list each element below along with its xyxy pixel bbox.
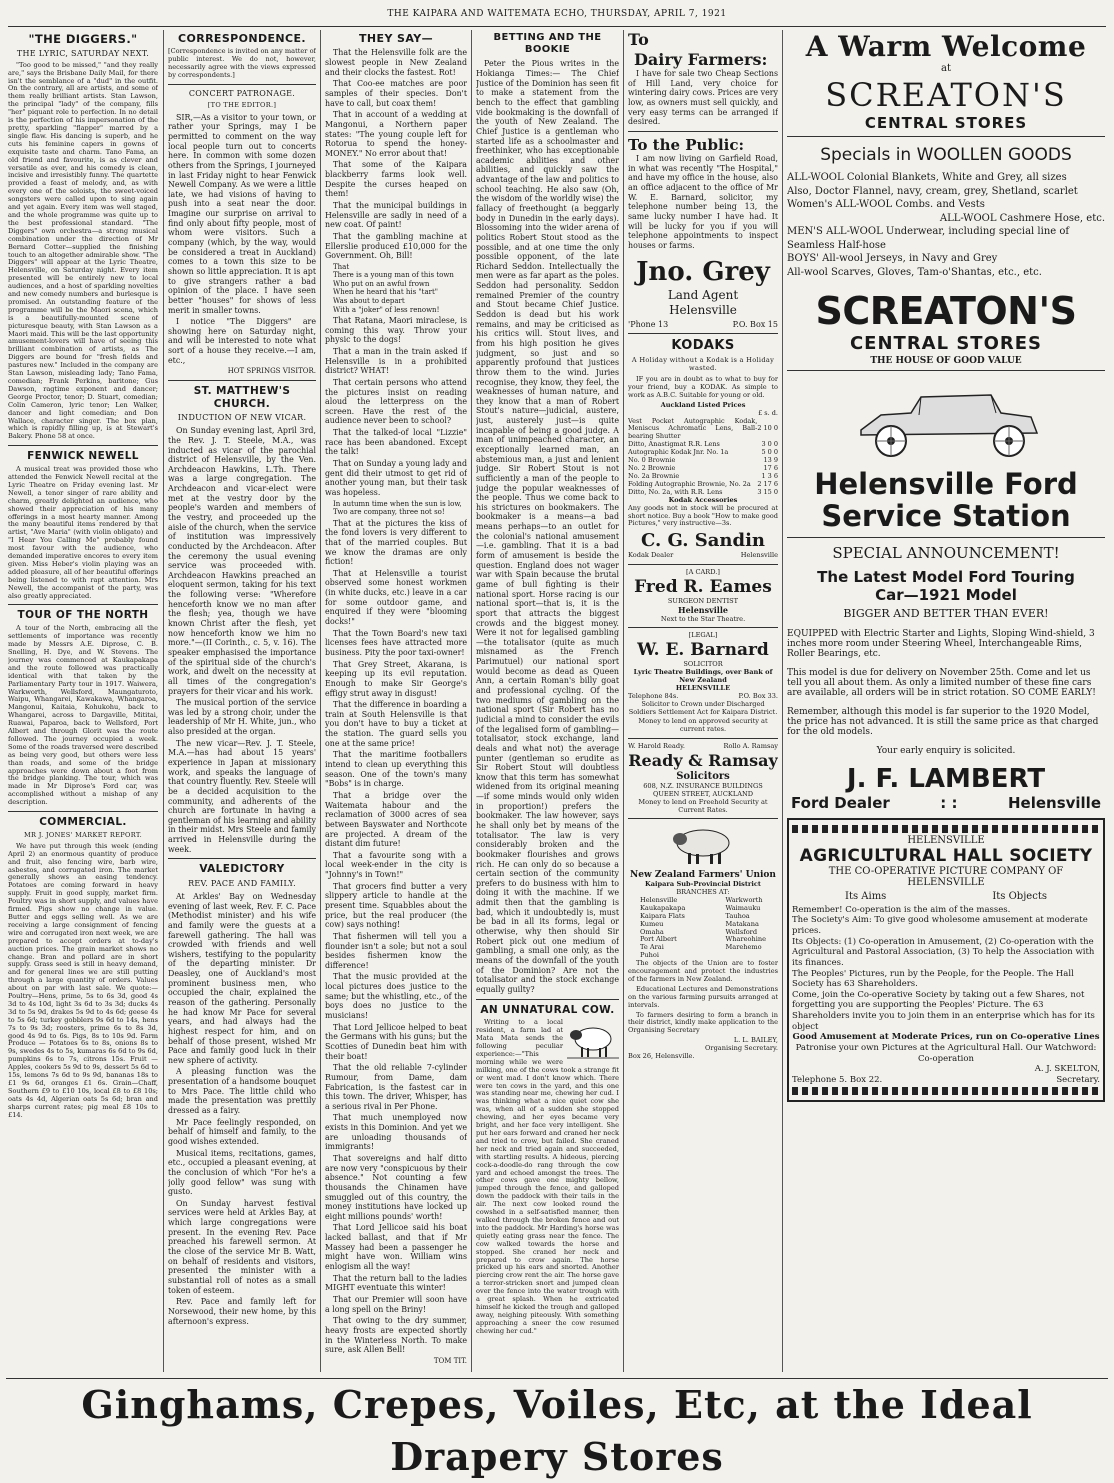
branch-name: Puhoi (640, 951, 660, 960)
divider (628, 564, 778, 565)
barnard-note-1: Solicitor to Crown under Discharged Soldiers Settlement Act for Kaipara District. (628, 699, 778, 716)
branch-name: Waimauku (725, 903, 761, 912)
price-value: 2 17 6 (757, 479, 778, 488)
they-say-item: That grocers find butter a very slippery article to handle at the present time. Squabbles about the price, but the real producer (the cow) says nothing! (325, 881, 467, 930)
latest-model-1: The Latest Model Ford Touring (817, 567, 1075, 586)
they-say-item: That our Premier will soon have a long spell on the Briny! (325, 1294, 467, 1314)
price-item: No. 2 Brownie (628, 464, 676, 473)
lambert-name: J. F. LAMBERT (846, 763, 1046, 794)
they-say-item: That the gambling machine at Ellerslie produced £10,000 for the Government. Oh, Bill! (325, 231, 467, 261)
special-announcement: SPECIAL ANNOUNCEMENT! (832, 543, 1060, 562)
ford-station-title-1: Helensville Ford (814, 467, 1078, 501)
agh-people: The Peoples' Pictures, run by the People, for the People. The Hall Society has 63 Shareholders. (792, 968, 1074, 990)
currency-header: £ s. d. (758, 408, 778, 417)
branch-name: Port Albert (640, 935, 677, 944)
agh-aim: The Society's Aim: To give good wholesome amusement at moderate prices. (792, 915, 1088, 937)
nzfu-body-3: To farmers desiring to form a branch in their district, kindly make application to the Organising Secretary (628, 1010, 778, 1035)
divider (8, 604, 158, 605)
matthew-subtitle: INDUCTION OF NEW VICAR. (177, 413, 307, 423)
divider (8, 811, 158, 812)
commercial-body: We have put through this week (ending April 2) an enormous quantity of produce and fruit, also fencing wire, barb wire, asbestos, and corrugated iron. The market generally shows an easing tendency. Potatoes are coming forward in heavy supply. Fruit in good supply, market firm. Poultry was in short supply, and values have firmed. Pigs show no change in value. Butter and eggs selling well. As we are receiving a large consignment of fencing wire and corrugated iron next week, we are prepared to accept orders at to-day's auction prices. The grain market shows no change. Bran and pollard are in short supply. Grass seed is still in heavy demand, and for general lines we are still putting through a large quantity of orders. Values about on par with last sale. We quote:— Poultry—Hens, prime, 5s to 6s 3d, good 4s 3d to 4s 10d, light 3s 6d to 3s 3d; ducks 4s 3d to 5s 9d, drakes 5s 9d to 4s 6d; geese 4s to 5s 6d; turkey gobblers 9s 6d to 14s, hens 7s to 9s 3d; roosters, prime 6s to 8s 3d, good 4s 9d to 6s. Pigs, 8s to 10s 9d. Farm Produce — Potatoes 6s to 8s, onions 8s to 9s, swedes 4s to 5s, kumaras 6s 6d to 9s 6d, pumpkins 6s to 7s, citrons 15s. Fruit — Apples, cookers 5s 9d to 9s, dessert 5s 6d to 15s, lemons 7s 6d to 9s 9d, bananas 18s to £1 9s 6d, oranges £1 6s. Grain—Chaff, Southern £9 to £10 10s, local £8 to £8 10s; oats 4s 4d, Algerian oats 5s 6d; bran and sharps current rates; pig meal £8 10s to £14. (8, 841, 158, 1119)
enquiry-text: Your early enquiry is solicited. (876, 745, 1016, 756)
agh-body (792, 905, 1100, 1086)
tour-title: TOUR OF THE NORTH (17, 609, 149, 622)
kodak-note: Any goods not in stock will be procured at short notice. Buy a book "How to make good Pictures," very instructive—3s. (628, 503, 778, 528)
cow-text: Writing to a local resident, a farm lad at Mata Mata sends the following peculiar experience:—"This morning while we were milking, one of the cows took a strange fit or went mad. I don't know which. There were ten cows in the yard, and this one was standing near me, chewing her cud. I was thinking what a nice quiet cow she was, when all of a sudden she stopped chewing, and her eyes became very bright, and her face very intelligent. She put her ears forward and craned her neck and tried to crow, but failed. She craned her neck and tried again and succeeded, with startling results. A hideous, piercing cock-a-doodle-do rang through the cow yard and echoed amongst the trees. The other cows gave one mighty bellow, jumped through the fence, and galloped down the paddock with their tails in the air. The next cow looked round the cowshed in a self-satisfied manner, then walked through the broken fence and out into the paddock. Mr Harding's horse was quietly eating grass near the fence. The cow walked towards the horse and stopped. She craned her neck and prepared to crow again. The horse pricked up his ears and snorted. Another piercing crow rent the air. The horse gave a terror-stricken snort and jumped clean over the fence into the water trough with a great splash. When he extricated himself he kicked the trough and galloped away, neighing piteously. With something approaching a sneer the cow resumed chewing her cud." (476, 1018, 619, 1335)
column-5 (628, 30, 778, 1370)
ford-dealer-label: Ford Dealer (791, 793, 890, 812)
branch-name: Kumeu (640, 919, 664, 928)
dairy-body: I have for sale two Cheap Sections of Hill Land, very choice for wintering dairy cows. Prices are very low, as owners must sell quickly, and very easy terms can be arranged if desired. (628, 69, 778, 127)
they-say-item: That the return ball to the ladies MIGHT eventuate this winter! (325, 1273, 467, 1293)
diggers-title: "THE DIGGERS." (28, 32, 138, 46)
kodak-price-list (628, 410, 778, 497)
public-title: To the Public: (628, 135, 745, 154)
agh-good: Good Amusement at Moderate Prices, run on Co-operative Lines (792, 1032, 1100, 1043)
divider (628, 333, 778, 334)
nzfu-subtitle: Kaipara Sub-Provincial District (645, 880, 761, 889)
objects-label: Its Objects (992, 890, 1047, 902)
ford-car-illustration (841, 375, 1051, 465)
eames-town: Helensville (678, 604, 728, 615)
good-value: THE HOUSE OF GOOD VALUE (870, 356, 1022, 366)
ford-station-title-2: Service Station (821, 498, 1071, 533)
card-label: [A CARD.] (686, 568, 720, 577)
they-say-signature: TOM TIT. (433, 1356, 467, 1365)
they-say-title: THEY SAY— (359, 32, 433, 45)
agricultural-hall-box (787, 818, 1105, 1103)
divider (628, 627, 778, 628)
branch-name: Marehemo (725, 943, 762, 952)
barnard-note-2: Money to lend on approved security at current rates. (638, 717, 768, 734)
valedictory-body-4: Musical items, recitations, games, etc., occupied a pleasant evening, at the conclusion of which "For he's a jolly good fellow" was sung with gusto. (168, 1148, 316, 1197)
nzfu-body-1: The objects of the Union are to foster encouragement and protect the industries of the farmers in New Zealand. (628, 959, 778, 983)
nzfu-signature: L. L. BAILEY, (733, 1036, 778, 1045)
matthew-body-3: The new vicar—Rev. J. T. Steele, M.A.—has had about 15 years' experience in Japan at missionary work, and speaks the language of that country fluently. Rev. Steele will be a decided acquisition to the community, and adherents of the church are fortunate in having a gentleman of his learning and ability in their midst. Mrs Steele and family arrived in Helensville during the week. (168, 738, 316, 854)
divider (168, 84, 316, 85)
agh-patronise: Patronise your own Pictures at the Agricultural Hall. Our Watchword: Co-operation (795, 1042, 1097, 1064)
screaton-name-2: SCREATON'S (815, 289, 1077, 333)
central-stores-2: CENTRAL STORES (849, 333, 1043, 354)
divider (787, 370, 1105, 371)
verse-line: Was about to depart (333, 296, 405, 305)
masthead: THE KAIPARA AND WAITEMATA ECHO, THURSDAY, APRIL 7, 1921 (8, 4, 1106, 27)
rr-partner-2: Rollo A. Ramsay (723, 742, 778, 751)
branch-name: Whareohine (725, 935, 766, 944)
kodak-subtitle: A Holiday without a Kodak is a Holiday wasted. (631, 356, 775, 373)
matthew-body-2: The musical portion of the service was led by a strong choir, under the leadership of Mr H. White, jun., who also presided at the organ. (168, 698, 316, 737)
screaton-name: SCREATON'S (825, 76, 1067, 114)
price-value: 3 0 0 (761, 440, 778, 449)
they-say-item: That in account of a wedding at Mangonui, a Northern paper states: "The young couple left for Rotorua to spend the honey-MONEY." No error about that! (325, 110, 467, 158)
border-decoration (792, 825, 1100, 833)
kodak-title: KODAKS (671, 338, 735, 354)
barnard-phone: Telephone 84s. (628, 691, 679, 700)
fenwick-title: FENWICK NEWELL (27, 450, 139, 463)
eames-role: SURGEON DENTIST (667, 596, 739, 605)
they-say-item: That fishermen will tell you a flounder isn't a sole; but not a soul besides fishermen know the difference! (325, 931, 467, 970)
nzfu-signature-role: Organising Secretary. (705, 1044, 778, 1053)
barnard-role: SOLICITOR (683, 660, 723, 669)
central-stores: CENTRAL STORES (864, 114, 1028, 132)
verse-line: That (333, 262, 350, 271)
nzfu-branches-left (640, 897, 685, 960)
kodak-body: IF you are in doubt as to what to buy for your friend, buy a KODAK. As simple to work as A.B.C. Suitable for young or old. (628, 374, 778, 399)
matthew-body: On Sunday evening last, April 3rd, the Rev. J. T. Steele, M.A., was inducted as vicar of the parochial district of Helensville, by the Ven. Archdeacon Hawkins, L.Th. There was a large congregation. The Archdeacon and vicar-elect were met at the vestry door by the people's warden and members of the vestry, and proceeded up the aisle of the church, when the service of institution was impressively conducted by the Archdeacon. After the ceremony the usual evening service was proceeded with. Archdeacon Hawkins preached an eloquent sermon, taking for his text the following verse: "Wherefore henceforth know we no man after the flesh; yea, though we have known Christ after the flesh, yet now henceforth know we him no more."—(II Corinth., c. 5, v. 16). The speaker emphasised the importance of the spiritual side of the church's work, and dwelt on the necessity at all times of the congregation's prayers for their vicar and his work. (168, 426, 316, 696)
kodak-accessories: Kodak Accessories (668, 495, 738, 504)
price-value: 13 9 (763, 456, 778, 465)
price-value: 5 0 0 (761, 448, 778, 457)
agh-signature: A. J. SKELTON, (1034, 1064, 1100, 1075)
branch-name: Te Arai (640, 943, 664, 952)
valedictory-title: VALEDICTORY (199, 863, 285, 876)
sheep-illustration (567, 1021, 619, 1061)
divider (168, 380, 316, 381)
they-say-item: That the music provided at the local pictures does justice to the same; but the whistling, etc., of the boys does no justice to the musicians! (325, 972, 467, 1021)
price-value: 3 15 0 (757, 487, 778, 496)
ram-illustration (628, 823, 778, 867)
branch-name: Helensville (640, 895, 678, 904)
nzfu-title: New Zealand Farmers' Union (630, 870, 776, 881)
they-say-item: That a man in the train asked if Helensville is in a prohibited district? WHAT! (325, 346, 467, 376)
nzfu-branches-label: BRANCHES AT: (676, 887, 730, 896)
agh-objects: Its Objects: (1) Co-operation in Amusement, (2) Co-operation with the Agricultural and Pastoral Association, (3) To help the Association with its finances. (792, 936, 1095, 968)
branch-name: Wellsford (725, 927, 758, 936)
column-rule (782, 30, 783, 1372)
they-say-item: That Coo-ee matches are poor samples of their species. Don't have to call, but coax them! (325, 79, 467, 108)
barnard-address: Lyric Theatre Buildings, over Bank of New Zealand (633, 667, 773, 684)
they-say-item: That certain persons who attend the pictures insist on reading aloud the letterpress on the screen. Have the rest of the audience never been to school? (325, 377, 467, 426)
agh-title: AGRICULTURAL HALL SOCIETY (799, 845, 1093, 866)
they-say-item: That the maritime footballers intend to clean up everything this season. One of the town's many "Bobs" is in charge. (325, 750, 467, 789)
verse-line: Who put on an awful frown (333, 279, 430, 288)
concert-body: SIR,—As a visitor to your town, or rather your Springs, may I be permitted to comment on the way local people turn out to concerts here. In common with some dozen others from the Springs, I journeyed in last Friday night to hear Fenwick Newell Company. As we were a little late, we had visions of having to push into a seat near the door. Imagine our surprise on arrival to find only about fifty people, most of whom were visitors. Such a company (which, by the way, would be considered a treat in Auckland) comes to a town this size to be shown so little appreciation. It is apt to give strangers rather a bad opinion of the place. I have seen better "houses" for shows of less merit in smaller towns. (168, 112, 316, 315)
verse-1 (333, 263, 467, 314)
agh-footer (792, 1075, 1100, 1086)
diggers-body: "Too good to be missed," "and they really are," says the Brisbane Daily Mail, for there isn't the semblance of a "dud" in the outfit. On the contrary, all are artists, and some of them really brilliant artists. Stan Lawson, the principal "lady" of the company, fills "her" piquant role to perfection. In no detail is the perfection of his impersonation of the pretty, sparkling "flapper" marred by a single flaw. His dancing is superb, and he cuts his feminine capers in gowns of exquisite taste and charm. Tano Fama, an old friend and favourite, is as clever and versatile as ever, and his comedy is clean, incisive and irresistibly funny. The quartette provided a feast of melody, and, as with every one of the soloists, the sweet-voiced songsters were called upon to sing again and yet again. Every item was well staged, and the whole programme was quite up to the best professional standard. "The Diggers" own orchestra—a strong musical combination under the direction of Mr Bernard Cotter—supplied the finishing touch to an altogether admirable show. "The Diggers" will appear at the Lyric Theatre, Helensville, on Saturday night. Every item presented will be entirely new to local audiences, and a host of sparkling novelties and new comedy numbers and burlesque is promised. An outstanding feature of the programme will be the Maori scena, which is a beautifully-mounted scene of picturesque beauty, with Stan Lawson as a Maori maid. This will be the last opportunity amusement-lovers will have of seeing this brilliant combination of artists, as The Diggers are bound for "fresh fields and pastures new." Included in the company are Stan Lawson, misleading lady; Tano Fama, comedian; Frank Perkins, baritone; Gus Dawson, ragtime exponent and dancer; George Proctor, tenor; D. Stuart, comedian; Colin Cameron, lyric tenor; Len Walker, dancer and light comedian; and Don Wallace, character singer. The box plan, which is rapidly filling up, is at Stewart's Bakery. Phone 58 at once. (8, 60, 158, 441)
grey-contact (628, 320, 778, 330)
diggers-subtitle: THE LYRIC, SATURDAY NEXT. (16, 49, 150, 59)
divider (168, 858, 316, 859)
woollen-item: BOYS' All-wool Jerseys, in Navy and Grey (787, 253, 998, 264)
nzfu-body-2: Educational Lectures and Demonstrations on the various farming pursuits arranged at intervals. (628, 984, 778, 1009)
commercial-subtitle: MR J. JONES' MARKET REPORT. (24, 830, 142, 839)
they-say-item: That Lord Jellicoe said his boat lacked ballast, and that if Mr Massey had been a passenger he might have won. William wins enlogism all the way! (325, 1223, 467, 1272)
they-say-item: That much unemployed now exists in this Dominion. And yet we are unloading thousands of immigrants! (325, 1113, 467, 1152)
price-row (628, 418, 778, 442)
divider (787, 537, 1105, 538)
ford-dealer-separator: : : (940, 793, 958, 812)
price-item: No. 2a Brownie (628, 471, 680, 480)
they-say-item: That the Town Board's new taxi licenses fees have attracted more business. Pity the poor taxi-owner! (325, 628, 467, 657)
branch-name: Omaha (640, 927, 664, 936)
column-2 (168, 30, 316, 1370)
tour-body: A tour of the North, embracing all the settlements of importance was recently made by Messrs A.E. Diprose, C. B. Snelling, H. Dye, and W. Stevens. The journey was commenced at Kaukapakapa and the route followed was practically identical with that taken by the Parliamentary Party tour in 1917. Waiwera, Warkworth, Wellsford, Maungaturoto, Waipu, Whangarei, Kawakawa, Whangaroa, Mangonui, Kaitaia, Kohukohu, back to Whangarei, across to Dargaville, Mititai, Ruawai, Paparoa, back to Wellsford, Port Albert and through Glorit was the route followed. The journey occupied a week. Some of the roads traversed were described as being very good, but others were less than roads, and some of the bridge approaches were down about a foot from the bridge planking. The tour, which was made in Mr Diprose's Ford car, was accomplished without a mishap of any description. (8, 624, 158, 807)
matthew-title: ST. MATTHEW'S CHURCH. (193, 384, 291, 410)
bigger-better: BIGGER AND BETTER THAN EVER! (843, 606, 1049, 620)
they-say-item: That at Helensville a tourist observed some honest workmen (in white ducks, etc.) leave in a car for some outdoor game, and enquired if they were "blooming docks!" (325, 568, 467, 627)
valedictory-body-5: On Sunday harvest festival services were held at Arkles Bay, at which large congregations were present. In the evening Rev. Pace preached his farewell sermon. At the close of the service Mr B. Watt, on behalf of residents and visitors, presented the minister with a substantial roll of notes as a small token of esteem. (168, 1198, 316, 1295)
verse-line: When he heard that his "tart" (333, 288, 439, 297)
ford-dealer-town: Helensville (1007, 793, 1101, 812)
divider (787, 136, 1105, 137)
remember-text: Remember, although this model is far superior to the 1920 Model, the price has not advanced. It is still the same price as that charged for the old models. (787, 706, 1099, 737)
divider (628, 131, 778, 132)
rr-name: Ready & Ramsay (628, 751, 778, 771)
welcome-at: at (941, 63, 951, 74)
equipped-text: EQUIPPED with Electric Starter and Lights, Sloping Wind-shield, 3 inches more room under Steering Wheel, Interchangeable Rims, Roller Bearings, etc. (787, 628, 1095, 659)
fenwick-body: A musical treat was provided those who attended the Fenwick Newell recital at the Lyric Theatre on Friday evening last. Mr Newell, a tenor singer of rare ability and charm, greatly delighted an audience, who showed their appreciation of his many offerings in a most hearty manner. Among the many beautiful items rendered by that artist, "Ave Maria" (with violin obligato) and "I Hear You Calling Me" probably found most favour with the audience, who demanded imperative encores to every item given. Miss Heber's violin playing was an added pleasure, all of her beautiful offerings being listened to with rapt attention. Mrs Newell, the accompanist of the party, was also greatly appreciated. (8, 465, 158, 600)
agh-town: HELENSVILLE (907, 834, 985, 846)
valedictory-body-3: Mr Pace feelingly responded, on behalf of himself and family, to the good wishes extended. (168, 1117, 316, 1146)
price-item: Autographic Kodak Jnr. No. 1a (628, 448, 729, 457)
correspondence-title: CORRESPONDENCE. (177, 32, 307, 45)
grey-name: Jno. Grey (636, 256, 770, 287)
price-item: No. 0 Brownie (628, 456, 676, 465)
valedictory-body: At Arkles' Bay on Wednesday evening of last week, Rev. F. C. Pace (Methodist minister) and his wife and family were the guests at a farewell gathering. The hall was crowded with friends and well wishers, testifying to the popularity of the departing minister. Dr Deasley, one of Auckland's most prominent business men, who occupied the chair, explained the reason of the gathering. Personally he had know Mr Pace for several years, and had always had the highest respect for him, and on behalf of those present, wished Mr Pace and family good luck in their new sphere of activity. (168, 891, 316, 1065)
column-4 (476, 30, 619, 1370)
branch-name: Kaipara Flats (640, 911, 685, 920)
concert-signature: HOT SPRINGS VISITOR. (227, 367, 316, 376)
woollen-item: ALL-WOOL Cashmere Hose, etc. (939, 212, 1105, 224)
verse-line: In autumn time when the sun is low, (333, 499, 462, 508)
column-1 (8, 30, 158, 1370)
woollen-item: ALL-WOOL Colonial Blankets, White and Grey, all sizes (787, 172, 1067, 183)
valedictory-body-2: A pleasing function was the presentation of a handsome bouquet to Mrs Pace. The little child who made the presentation was prettily dressed as a fairy. (168, 1067, 316, 1116)
they-say-item: That Ratana, Maori miraclese, is coming this way. Throw your physic to the dogs! (325, 316, 467, 345)
branch-name: Warkworth (725, 895, 763, 904)
rr-address-1: 608, N.Z. INSURANCE BUILDINGS (643, 781, 763, 790)
column-rule (471, 30, 472, 1372)
they-say-item: That Grey Street, Akarana, is keeping up its evil reputation. Enough to make Sir George's effigy strut away in disgust! (325, 659, 467, 698)
advert-column (787, 30, 1105, 1375)
price-item: Vest Pocket Autographic Kodak, Meniscus Achromatic Lens, Ball-bearing Shutter (628, 416, 758, 441)
column-rule (320, 30, 321, 1372)
they-say-item: That the talked-of local "Lizzie" race has been abandoned. Except the talk! (325, 428, 467, 457)
woollen-item: MEN'S ALL-WOOL Underwear, including special line of Seamless Half-hose (787, 226, 1070, 251)
border-decoration (792, 1087, 1100, 1095)
rr-note: Money to lend on Freehold Security at Current Rates. (638, 797, 768, 814)
branch-name: Kaukapakapa (640, 903, 686, 912)
verse-line: With a "joker" of less renown! (333, 305, 440, 314)
divider (628, 738, 778, 739)
eames-location: Next to the Star Theatre. (660, 614, 746, 623)
agh-remember: Remember! Co-operation is the aim of the masses. (792, 904, 1011, 915)
dairy-title: Dairy Farmers: (634, 49, 768, 69)
sandin-name: C. G. Sandin (640, 530, 766, 552)
betting-body: Peter the Pious writes in the Hokianga Times:— The Chief Justice of the Dominion has seen fit to make a statement from the bench to the effect that gambling vide bookmaking is the downfall of the youth of New Zealand. The Chief Justice is a gentleman who started life as a schoolmaster and freethinker, who has exceptionable academic abilities and other abilities, and quickly saw the advantage of the law and politics to school teaching. He also saw (Oh, the wisdom of the worldly wise) the fallacy of freethought (a beggarly body in Dunedin in the early days). Blossoming into the wider arena of politics Robert Stout stood as the possible, and at one time the only possible opponent, of the late Richard Seddon. Intellectually the men were as far apart as the poles. Seddon had personality. Seddon remained Premier of the country and Stout became Chief Justice. Seddon is dead but his work remains, and may be criticised as his critics will. Stout lives, and from his high position he gives judgment, so just and so apparently profound that justices throw them to the wind. Juries recognise, they know, they feel, the weaknesses of human nature, and they know that a man of Robert Stout's nature—judicial, austere, just, austerely just—is quite incapable of being a good judge. A man of unimpeached character, an exceptionally learned man, an abstemious man, a just and lenient judge. Sir Robert Stout is not sufficiently a man of the people to judge the popular weaknesses of the people. Thus we come back to his strictures on bookmakers. The bookmaker is a means—a bad means perhaps—to an outlet for the colonial's national amusement—i.e. gambling. That it is a bad form of amusement is beside the question. England does not wager war with Spain because the brutal game of bull fighting is their national sport. Horse racing is our national sport—that is, it is the sport that attracts the biggest crowds and the biggest money. Were it not for legalised gambling—the totalisator (quite as much misnamed as the French Parimutuel) our national sport would become as dead as Queen Ann, a certain Roman's billy goat and professional cycling. Of the two mediums of gambling on the national sport (Sir Robert has no judicial a mind to consider the evils of the legalised form of gambling—totalisator, stock exchange, land deals and what not) the average punter (gentleman so erudite as Sir Robert Stout will doubtless know that this term has somewhat widened from its original meaning—if some minds would only widen in proportion!) prefers the bookmaker. The law however, says he shall only bet by means of the totalisator. The law is very considerably broken and the bookmaker flourishes and grows rich. He can only do so because a certain section of the community prefers to do business with him to doing it with the machine. If we admit then that the gambling is bad, which it undoubtedly is, must be bad in all its forms, legal or otherwise, why then should Sir Robert pick out one medium of gambling, a small one only, as the means of the downfall of the youth of the Dominion? Are not the totalisator and the stock exchange equally guilty? (476, 59, 619, 994)
they-say-item: That on Sunday a young lady and gent did their utmost to get rid of another young man, but their task was hopeless. (325, 459, 467, 497)
correspondence-note: [Correspondence is invited on any matter of public interest. We do not, however, necessarily agree with the views expressed by correspondents.] (168, 47, 316, 80)
drapery-banner: Ginghams, Crepes, Voiles, Etc, at the Ideal Drapery Stores (6, 1378, 1108, 1431)
barnard-box: P.O. Box 33. (738, 691, 778, 700)
agh-come: Come, join the Co-operative Society by taking out a few Shares, not forgetting you are supporting the Peoples' Picture. The 63 Shareholders invite you to join them in an enterprise which has for its object (792, 989, 1095, 1032)
woollen-item: Also, Doctor Flannel, navy, cream, grey, Shetland, scarlet (787, 185, 1078, 197)
they-say-item: That the municipal buildings in Helensville are sadly in need of a new coat. Of paint! (325, 201, 467, 230)
divider (628, 818, 778, 819)
rr-role: Solicitors (676, 770, 730, 782)
betting-title: BETTING AND THE BOOKIE (493, 32, 602, 56)
sandin-role: Kodak Dealer (628, 551, 674, 560)
concert-title: CONCERT PATRONAGE. (188, 89, 296, 99)
they-say-item: That the difference in boarding a train at South Helensville is that you don't have to buy a ticket at the station. The guard sells you one at the same price! (325, 700, 467, 748)
they-say-item: That a favourite song with a local week-ender in the city is "Johnny's in Town!" (325, 850, 467, 880)
agh-coop: THE CO-OPERATIVE PICTURE COMPANY OF HELENSVILLE (828, 865, 1064, 888)
price-item: Ditto, No. 2a, with R.R. Lens (628, 487, 723, 496)
concert-body-2: I notice "The Diggers" are showing here on Saturday night, and will be interested to note what sort of a house they receive.—I am, etc., (168, 317, 316, 365)
agh-telephone: Telephone 5. Box 22. (792, 1074, 883, 1085)
rr-partners (628, 743, 778, 751)
branch-name: Matakana (725, 919, 759, 928)
price-value: 17 6 (763, 464, 778, 473)
they-say-item: That a bridge over the Waitemata habour and the reclamation of 3000 acres of sea between Bayswater and Northcote are projected. A dream of the distant dim future! (325, 790, 467, 849)
aims-label: Its Aims (845, 890, 887, 902)
they-say-item: That the Helensville folk are the slowest people in New Zealand and their clocks the fastest. Rot! (325, 48, 467, 77)
price-value: 2 10 0 (757, 424, 778, 433)
they-say-item: That some of the Kaipara blackberry farms look well. Despite the curses heaped on them! (325, 160, 467, 199)
grey-town: Helensville (669, 302, 737, 317)
verse-line: Two are company, three not so! (333, 508, 445, 517)
aims-objects (792, 891, 1100, 902)
cow-title: AN UNNATURAL COW. (480, 1003, 615, 1016)
sandin-line (628, 552, 778, 560)
nzfu-branches-right (726, 897, 766, 960)
kodak-list-title: Auckland Listed Prices (660, 400, 746, 409)
eames-name: Fred R. Eames (634, 577, 772, 598)
specials-heading: Specials in WOOLLEN GOODS (820, 145, 1072, 165)
barnard-town: HELENSVILLE (675, 683, 731, 692)
agh-secretary: Secretary. (1056, 1074, 1100, 1085)
dairy-to: To (628, 30, 649, 49)
column-rule (623, 30, 624, 1372)
verse-2 (333, 500, 467, 517)
woollen-item: All-wool Scarves, Gloves, Tam-o'Shantas, etc., etc. (787, 266, 1042, 278)
price-item: Ditto, Anastigmat R.R. Lens (628, 440, 720, 449)
ford-dealer-line (787, 794, 1105, 812)
rr-address-2: QUEEN STREET, AUCKLAND (652, 789, 754, 798)
welcome-heading: A Warm Welcome (805, 30, 1087, 63)
branch-name: Tauhoa (725, 911, 750, 920)
they-say-item: That sovereigns and half ditto are now very "conspicuous by their absence." Not counting a few thousands the Chinamen have smuggled out of this country, the money institutions have locked up eight millions pounds' worth! (325, 1154, 467, 1221)
commercial-title: COMMERCIAL. (39, 816, 127, 829)
they-say-item: That the old reliable 7-cylinder Rumour, from Dame, dam Fabrication, is the fastest car in this town. The driver, Whisper, has a serious rival in Per Phone. (325, 1063, 467, 1111)
woollen-item: Women's ALL-WOOL Combs. and Vests (787, 199, 985, 210)
valedictory-body-6: Rev. Pace and family left for Norsewood, their new home, by this afternoon's express. (168, 1297, 316, 1326)
rr-partner-1: W. Harold Ready. (628, 742, 686, 751)
they-say-item: That at the pictures the kiss of the fond lovers is very different to that of the married couples. But we know the dramas are only fiction! (325, 518, 467, 567)
latest-model-2: Car—1921 Model (875, 585, 1017, 604)
nzfu-branches (628, 897, 778, 960)
public-body: I am now living on Garfield Road, in what was recently "The Hospital," and have my office in the house, also an office adjacent to the office of Mr W. E. Barnard, solicitor, my telephone number being 13, the same lucky number I have had. It will be lucky for you if you will telephone appointments to inspect houses or farms. (628, 154, 778, 250)
concert-to: [TO THE EDITOR.] (207, 100, 277, 109)
column-3 (325, 30, 467, 1370)
grey-phone: 'Phone 13 (628, 319, 669, 329)
woollen-list (787, 171, 1105, 279)
legal-label: [LEGAL] (688, 631, 718, 640)
they-say-item: That Lord Jellicoe helped to beat the Germans with his guns; but the Scotties of Dunedin beat him with their boat! (325, 1022, 467, 1061)
price-item: Folding Autographic Brownie, No. 2a (628, 479, 751, 488)
column-rule (163, 30, 164, 1372)
nzfu-box: Box 26, Helensville. (628, 1052, 695, 1061)
divider (8, 445, 158, 446)
valedictory-subtitle: REV. PACE AND FAMILY. (188, 879, 296, 889)
divider (476, 999, 619, 1000)
grey-box: P.O. Box 15 (732, 319, 778, 329)
grey-role: Land Agent (667, 288, 739, 303)
they-say-item: That owing to the dry summer, heavy frosts are expected shortly in the Winterless North. To make sure, ask Allen Bell! (325, 1316, 467, 1355)
barnard-name: W. E. Barnard (637, 640, 769, 661)
cow-body (476, 1019, 619, 1335)
sandin-town: Helensville (740, 551, 778, 560)
verse-line: There is a young man of this town (333, 271, 454, 280)
delivery-text: This model is due for delivery on November 25th. Come and let us tell you all about them. As only a limited number of these fine cars are available, all orders will be in strict rotation. SO COME EARLY! (787, 667, 1096, 698)
price-value: 1 3 6 (761, 471, 778, 480)
